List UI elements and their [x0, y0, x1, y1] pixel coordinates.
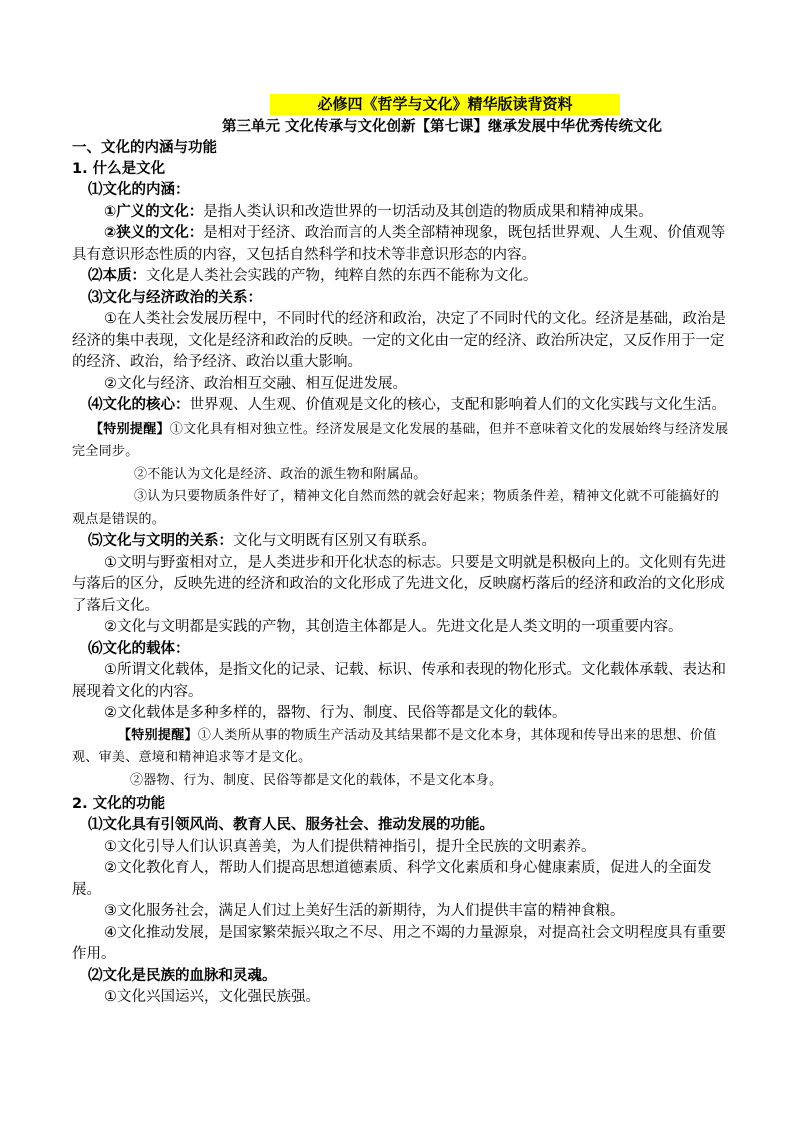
- note-paragraph: 【特别提醒】①人类所从事的物质生产活动及其结果都不是文化本身，其体现和传导出来的思想、价值观、审美、意境和精神追求等才是文化。: [72, 727, 717, 765]
- paragraph: ②文化教化育人，帮助人们提高思想道德素质、科学文化素质和身心健康素质，促进人的全面发展。: [72, 860, 712, 898]
- paragraph: ①在人类社会发展历程中，不同时代的经济和政治，决定了不同时代的文化。经济是基础，政治是经济的集中表现，文化是经济和政治的反映。一定的文化由一定的经济、政治所决定，又反作用于一定的经济、政治，给予经济、政治以重大影响。: [72, 311, 726, 370]
- paragraph: ②文化与经济、政治相互交融、相互促进发展。: [104, 375, 407, 392]
- item-heading: ⑴文化具有引领风尚、教育人民、服务社会、推动发展的功能。: [88, 817, 494, 833]
- item-heading: ⑹文化的载体：: [88, 640, 190, 657]
- paragraph: ①文化引导人们认识真善美，为人们提供精神指引，提升全民族的文明素养。: [104, 838, 596, 855]
- item-heading: ⑶文化与经济政治的关系：: [88, 289, 262, 306]
- paragraph: ②文化载体是多种多样的，器物、行为、制度、民俗等都是文化的载体。: [104, 705, 567, 721]
- paragraph: ⑸文化与文明的关系：文化与文明既有区别又有联系。: [88, 533, 436, 549]
- item-heading: ⑴文化的内涵：: [88, 182, 190, 198]
- paragraph: ④文化推动发展，是国家繁荣振兴取之不尽、用之不竭的力量源泉，对提高社会文明程度具有重要作用。: [72, 924, 726, 962]
- paragraph: ②狭义的文化：是相对于经济、政治而言的人类全部精神现象，既包括世界观、人生观、价值观等具有意识形态性质的内容，又包括自然科学和技术等非意识形态的内容。: [72, 225, 726, 263]
- paragraph: ①文化兴国运兴，文化强民族强。: [104, 989, 320, 1005]
- paragraph: ①所谓文化载体，是指文化的记录、记载、标识、传承和表现的物化形式。文化载体承载、表达和展现着文化的内容。: [72, 662, 726, 700]
- paragraph: ②文化与文明都是实践的产物，其创造主体都是人。先进文化是人类文明的一项重要内容。: [104, 619, 683, 635]
- paragraph: ①文明与野蛮相对立，是人类进步和开化状态的标志。只要是文明就是积极向上的。文化则有先进与落后的区分，反映先进的经济和政治的文化形成了先进文化，反映腐朽落后的经济和政治的文化形成了落后文化。: [72, 554, 726, 614]
- doc-title: 必修四《哲学与文化》精华版读背资料: [270, 94, 620, 115]
- title-row: [72, 94, 732, 116]
- note-paragraph: ②器物、行为、制度、民俗等都是文化的载体，不是文化本身。: [130, 772, 503, 788]
- document-page: [72, 94, 732, 1009]
- note-paragraph: ③认为只要物质条件好了，精神文化自然而然的就会好起来；物质条件差，精神文化就不可能搞好的观点是错误的。: [72, 489, 720, 527]
- item-heading: ⑵文化是民族的血脉和灵魂。: [88, 967, 277, 984]
- unit-heading: 第三单元 文化传承与文化创新【第七课】继承发展中华优秀传统文化: [221, 119, 663, 135]
- subsection-heading: 1. 什么是文化: [72, 161, 166, 177]
- note-paragraph: ②不能认为文化是经济、政治的派生物和附属品。: [134, 466, 427, 482]
- paragraph: ⑷文化的核心：世界观、人生观、价值观是文化的核心，支配和影响着人们的文化实践与文化生活。: [88, 397, 726, 413]
- paragraph: ①广义的文化：是指人类认识和改造世界的一切活动及其创造的物质成果和精神成果。: [104, 203, 653, 220]
- note-paragraph: 【特别提醒】①文化具有相对独立性。经济发展是文化发展的基础，但并不意味着文化的发展始终与经济发展完全同步。: [72, 421, 729, 459]
- subsection-heading: 2. 文化的功能: [72, 796, 166, 812]
- paragraph: ⑵本质：文化是人类社会实践的产物，纯粹自然的东西不能称为文化。: [88, 268, 538, 284]
- section-heading: 一、文化的内涵与功能: [72, 140, 217, 156]
- paragraph: ③文化服务社会，满足人们过上美好生活的新期待，为人们提供丰富的精神食粮。: [104, 903, 625, 919]
